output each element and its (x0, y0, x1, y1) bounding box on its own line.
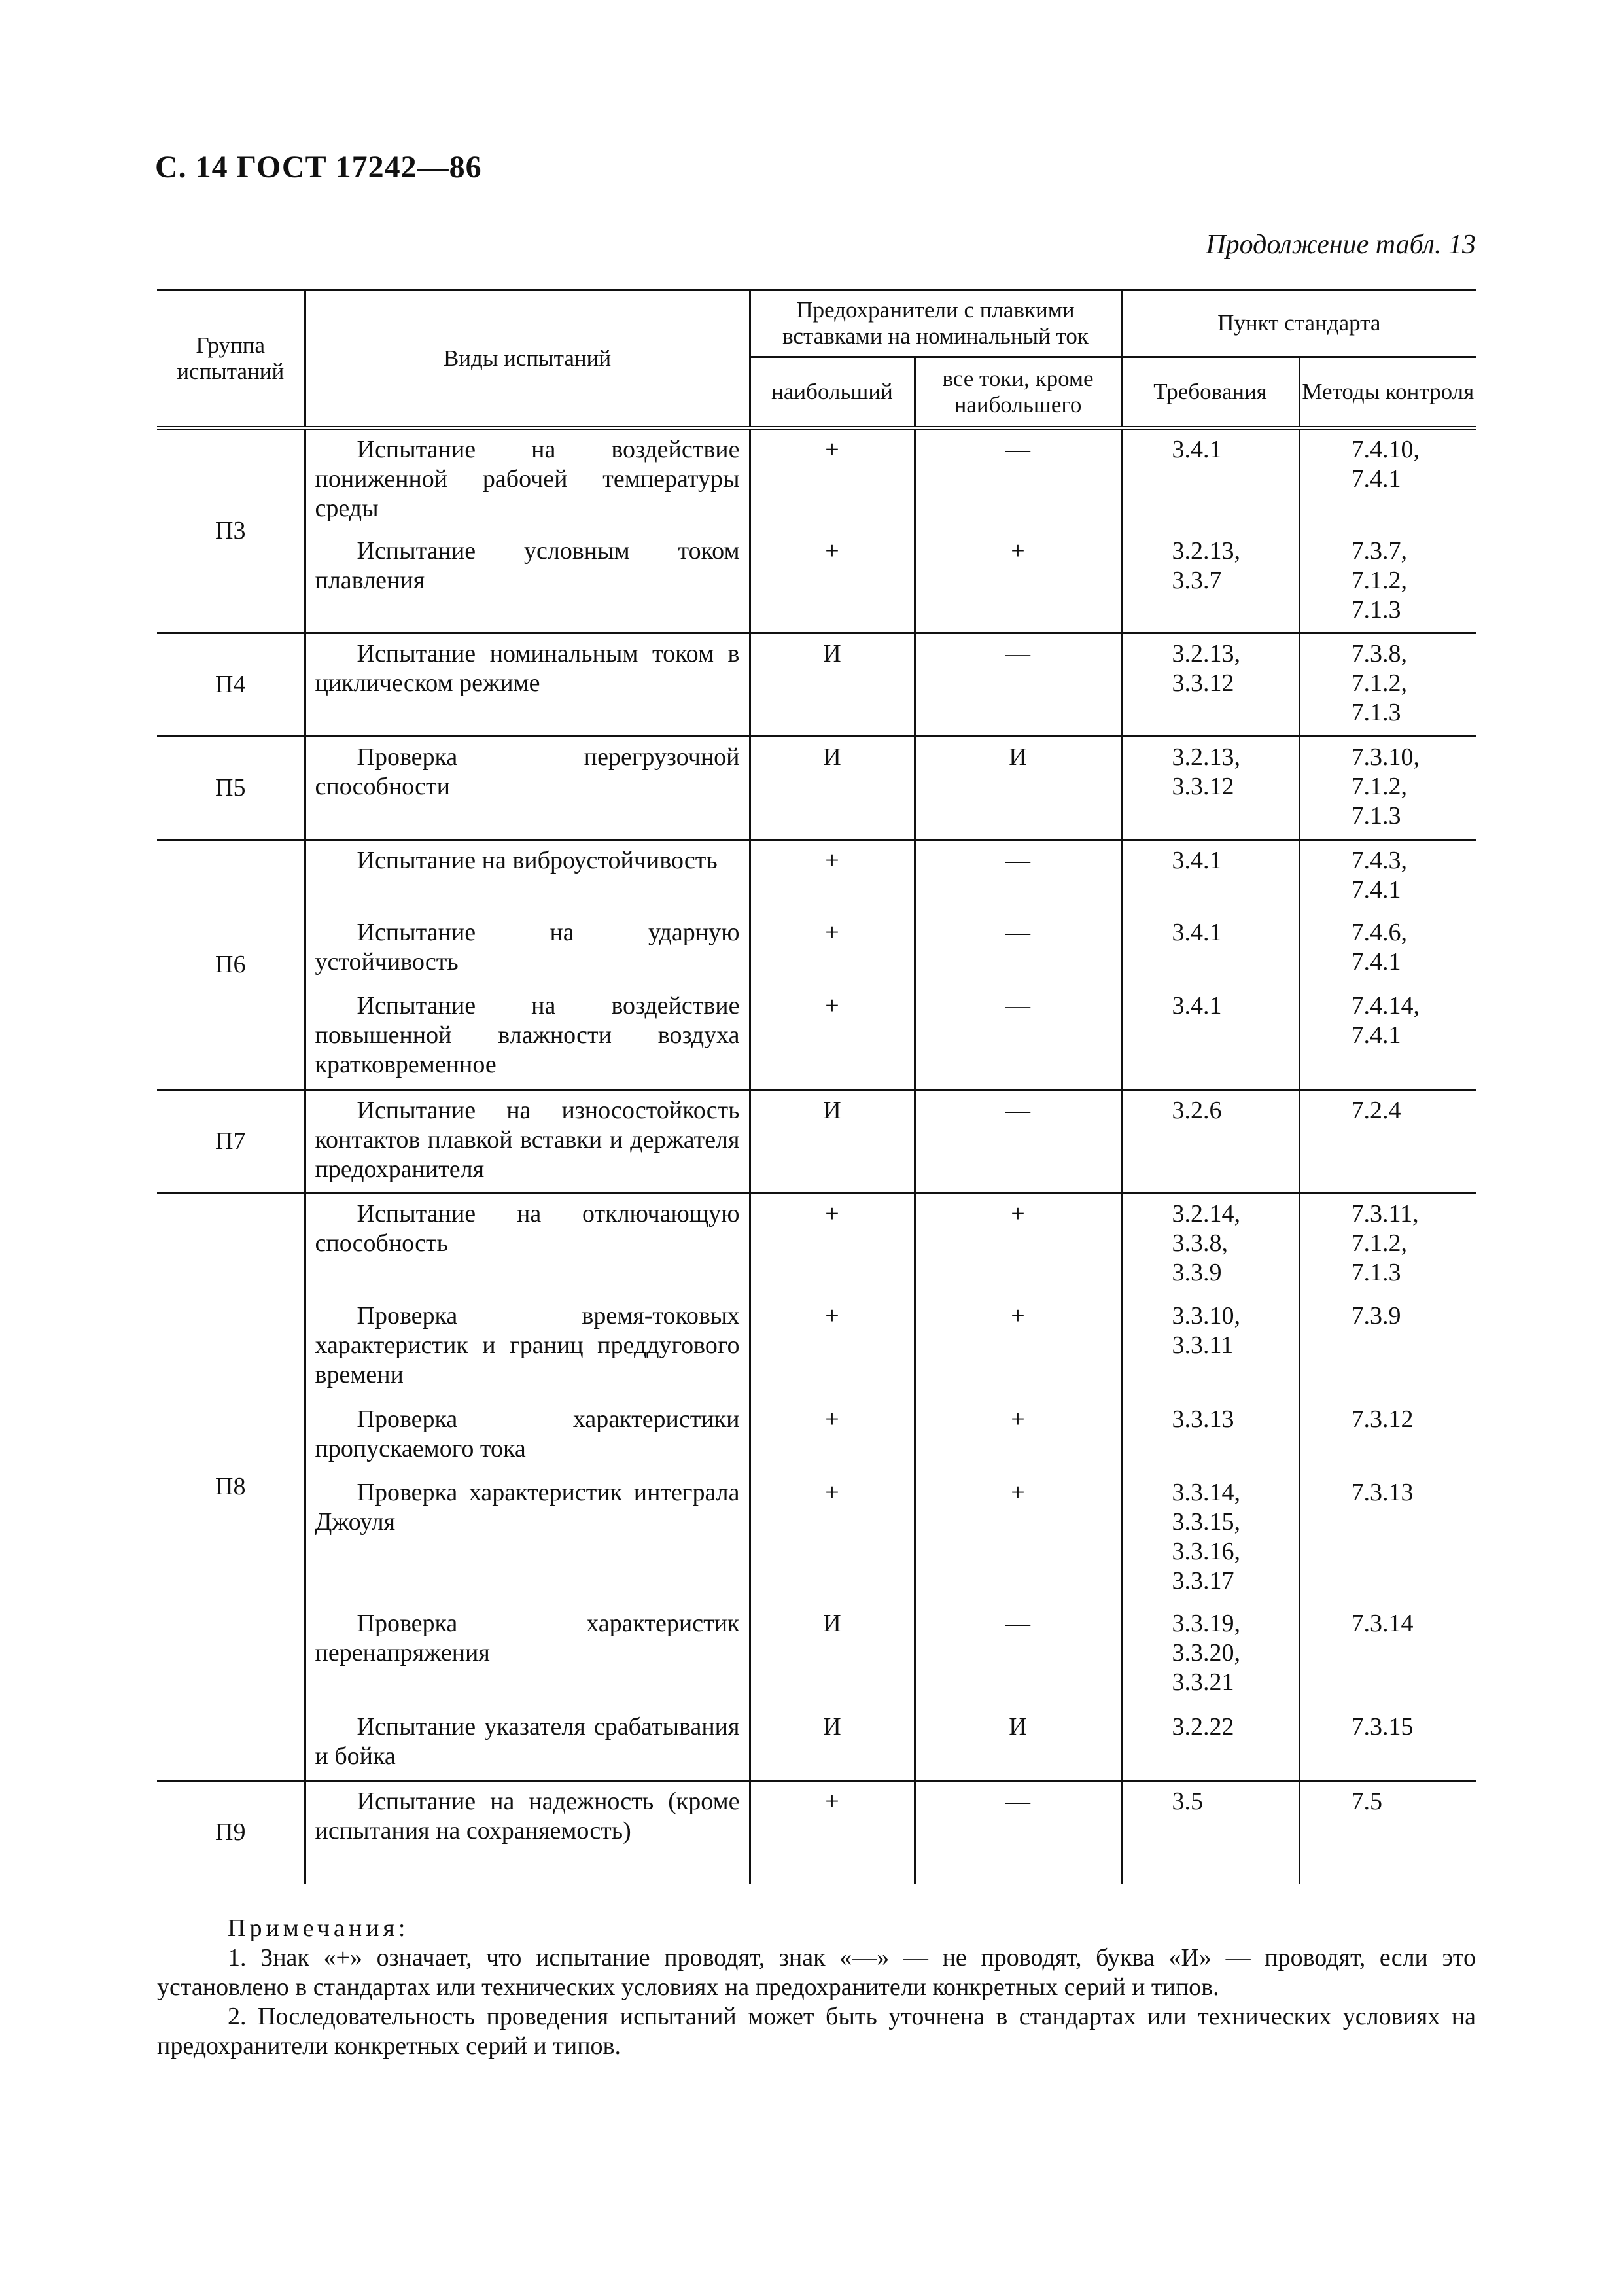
table-row (157, 1604, 1476, 1707)
fuses-max-cell: И (750, 1604, 915, 1707)
requirements-cell: 3.3.19, 3.3.20, 3.3.21 (1121, 1604, 1299, 1707)
test-name-text: Испытание на воздействие пониженной рабочей температуры среды (315, 436, 740, 522)
note-1: 1. Знак «+» означает, что испытание проводят, знак «—» — не проводят, буква «И» — проводят, если это установлено в стандартах или технических условиях на предохранители конкретных серий и типов. (157, 1944, 1476, 2001)
fuses-other-cell: — (915, 839, 1121, 913)
methods-cell: 7.3.13 (1299, 1473, 1476, 1604)
test-name-cell (305, 1780, 750, 1884)
table-row (157, 913, 1476, 986)
fuses-max-cell: + (750, 531, 915, 633)
requirements-cell: 3.3.13 (1121, 1400, 1299, 1473)
test-name-text: Испытание номинальным током в циклическом режиме (315, 639, 740, 697)
test-name-text: Проверка характеристик перенапряжения (315, 1610, 740, 1667)
requirements-cell: 3.2.13, 3.3.7 (1121, 531, 1299, 633)
test-name-text: Испытание указателя срабатывания и бойка (315, 1713, 740, 1770)
table-row (157, 1473, 1476, 1604)
methods-cell: 7.3.14 (1299, 1604, 1476, 1707)
fuses-max-cell: + (750, 1193, 915, 1296)
table-row (157, 633, 1476, 736)
column-header-fuses: Предохранители с плавкими вставками на номинальный ток (750, 290, 1121, 357)
running-header: С. 14 ГОСТ 17242—86 (155, 150, 482, 185)
fuses-max-cell: + (750, 1400, 915, 1473)
column-header-fuses-max: наибольший (750, 357, 915, 429)
table-row (157, 986, 1476, 1089)
column-header-test-types: Виды испытаний (305, 290, 750, 429)
test-name-text: Проверка время-токовых характеристик и границ преддугового времени (315, 1302, 740, 1388)
table-row (157, 1296, 1476, 1400)
fuses-max-cell: + (750, 428, 915, 531)
test-name-text: Испытание на надежность (кроме испытания на сохраняемость) (315, 1787, 740, 1845)
notes-section (157, 1914, 1476, 2061)
table-row (157, 839, 1476, 913)
test-name-text: Проверка характеристик интеграла Джоуля (315, 1479, 740, 1536)
table-row (157, 531, 1476, 633)
methods-cell: 7.3.12 (1299, 1400, 1476, 1473)
fuses-max-cell: И (750, 736, 915, 839)
test-name-cell (305, 913, 750, 986)
table-row (157, 1193, 1476, 1296)
test-name-cell (305, 428, 750, 531)
test-name-cell (305, 1193, 750, 1296)
methods-cell: 7.3.7, 7.1.2, 7.1.3 (1299, 531, 1476, 633)
table-row (157, 428, 1476, 531)
fuses-max-cell: + (750, 1296, 915, 1400)
fuses-other-cell: И (915, 1707, 1121, 1780)
notes-title: Примечания: (228, 1915, 410, 1942)
tests-table-body (157, 428, 1476, 1884)
test-name-text: Испытание на отключающую способность (315, 1199, 740, 1257)
test-name-cell (305, 531, 750, 633)
group-cell: П4 (157, 633, 305, 736)
methods-cell: 7.3.9 (1299, 1296, 1476, 1400)
fuses-other-cell: + (915, 1473, 1121, 1604)
table-row (157, 1707, 1476, 1780)
methods-cell: 7.4.3, 7.4.1 (1299, 839, 1476, 913)
table-row (157, 736, 1476, 839)
requirements-cell: 3.3.14, 3.3.15, 3.3.16, 3.3.17 (1121, 1473, 1299, 1604)
test-name-text: Проверка перегрузочной способности (315, 743, 740, 800)
requirements-cell: 3.3.10, 3.3.11 (1121, 1296, 1299, 1400)
fuses-other-cell: + (915, 1400, 1121, 1473)
test-name-text: Проверка характеристики пропускаемого тока (315, 1405, 740, 1462)
requirements-cell: 3.5 (1121, 1780, 1299, 1884)
test-name-cell (305, 1604, 750, 1707)
table-continuation-label: Продолжение табл. 13 (1206, 230, 1476, 260)
test-name-text: Испытание на износостойкость контактов плавкой вставки и держателя предохранителя (315, 1096, 740, 1183)
column-header-clause: Пункт стандарта (1121, 290, 1476, 357)
methods-cell: 7.3.11, 7.1.2, 7.1.3 (1299, 1193, 1476, 1296)
requirements-cell: 3.4.1 (1121, 839, 1299, 913)
methods-cell: 7.2.4 (1299, 1089, 1476, 1193)
fuses-other-cell: И (915, 736, 1121, 839)
test-name-cell (305, 1473, 750, 1604)
methods-cell: 7.4.14, 7.4.1 (1299, 986, 1476, 1089)
methods-cell: 7.3.8, 7.1.2, 7.1.3 (1299, 633, 1476, 736)
group-cell: П9 (157, 1780, 305, 1884)
test-name-cell (305, 1707, 750, 1780)
fuses-max-cell: + (750, 986, 915, 1089)
test-name-cell (305, 633, 750, 736)
requirements-cell: 3.4.1 (1121, 986, 1299, 1089)
fuses-other-cell: — (915, 633, 1121, 736)
methods-cell: 7.5 (1299, 1780, 1476, 1884)
requirements-cell: 3.4.1 (1121, 428, 1299, 531)
fuses-max-cell: И (750, 1089, 915, 1193)
group-cell: П5 (157, 736, 305, 839)
fuses-other-cell: — (915, 986, 1121, 1089)
methods-cell: 7.4.6, 7.4.1 (1299, 913, 1476, 986)
column-header-fuses-other: все токи, кроме наибольшего (915, 357, 1121, 429)
fuses-max-cell: + (750, 1780, 915, 1884)
fuses-max-cell: И (750, 1707, 915, 1780)
fuses-other-cell: + (915, 1296, 1121, 1400)
test-name-cell (305, 1400, 750, 1473)
test-name-text: Испытание условным током плавления (315, 537, 740, 594)
methods-cell: 7.4.10, 7.4.1 (1299, 428, 1476, 531)
requirements-cell: 3.2.13, 3.3.12 (1121, 633, 1299, 736)
test-name-cell (305, 1089, 750, 1193)
fuses-other-cell: — (915, 1089, 1121, 1193)
test-name-text: Испытание на ударную устойчивость (315, 919, 740, 976)
table-row (157, 1089, 1476, 1193)
requirements-cell: 3.2.14, 3.3.8, 3.3.9 (1121, 1193, 1299, 1296)
requirements-cell: 3.2.22 (1121, 1707, 1299, 1780)
methods-cell: 7.3.10, 7.1.2, 7.1.3 (1299, 736, 1476, 839)
fuses-other-cell: + (915, 1193, 1121, 1296)
requirements-cell: 3.2.6 (1121, 1089, 1299, 1193)
requirements-cell: 3.2.13, 3.3.12 (1121, 736, 1299, 839)
test-name-cell (305, 1296, 750, 1400)
column-header-methods: Методы контроля (1299, 357, 1476, 429)
tests-table (157, 289, 1476, 1884)
test-name-cell (305, 986, 750, 1089)
methods-cell: 7.3.15 (1299, 1707, 1476, 1780)
group-cell: П3 (157, 428, 305, 633)
fuses-max-cell: + (750, 913, 915, 986)
test-name-cell (305, 736, 750, 839)
fuses-other-cell: — (915, 428, 1121, 531)
table-row (157, 1780, 1476, 1884)
table-row (157, 1400, 1476, 1473)
group-cell: П6 (157, 839, 305, 1089)
column-header-requirements: Требования (1121, 357, 1299, 429)
requirements-cell: 3.4.1 (1121, 913, 1299, 986)
fuses-other-cell: — (915, 1780, 1121, 1884)
group-cell: П7 (157, 1089, 305, 1193)
fuses-max-cell: + (750, 1473, 915, 1604)
test-name-cell (305, 839, 750, 913)
column-header-group: Группа испытаний (157, 290, 305, 429)
fuses-max-cell: + (750, 839, 915, 913)
fuses-max-cell: И (750, 633, 915, 736)
group-cell: П8 (157, 1193, 305, 1780)
test-name-text: Испытание на воздействие повышенной влажности воздуха кратковременное (315, 992, 740, 1078)
fuses-other-cell: — (915, 913, 1121, 986)
note-2: 2. Последовательность проведения испытаний может быть уточнена в стандартах или технических условиях на предохранители конкретных серий и типов. (157, 2003, 1476, 2060)
fuses-other-cell: + (915, 531, 1121, 633)
fuses-other-cell: — (915, 1604, 1121, 1707)
test-name-text: Испытание на виброустойчивость (357, 846, 718, 874)
